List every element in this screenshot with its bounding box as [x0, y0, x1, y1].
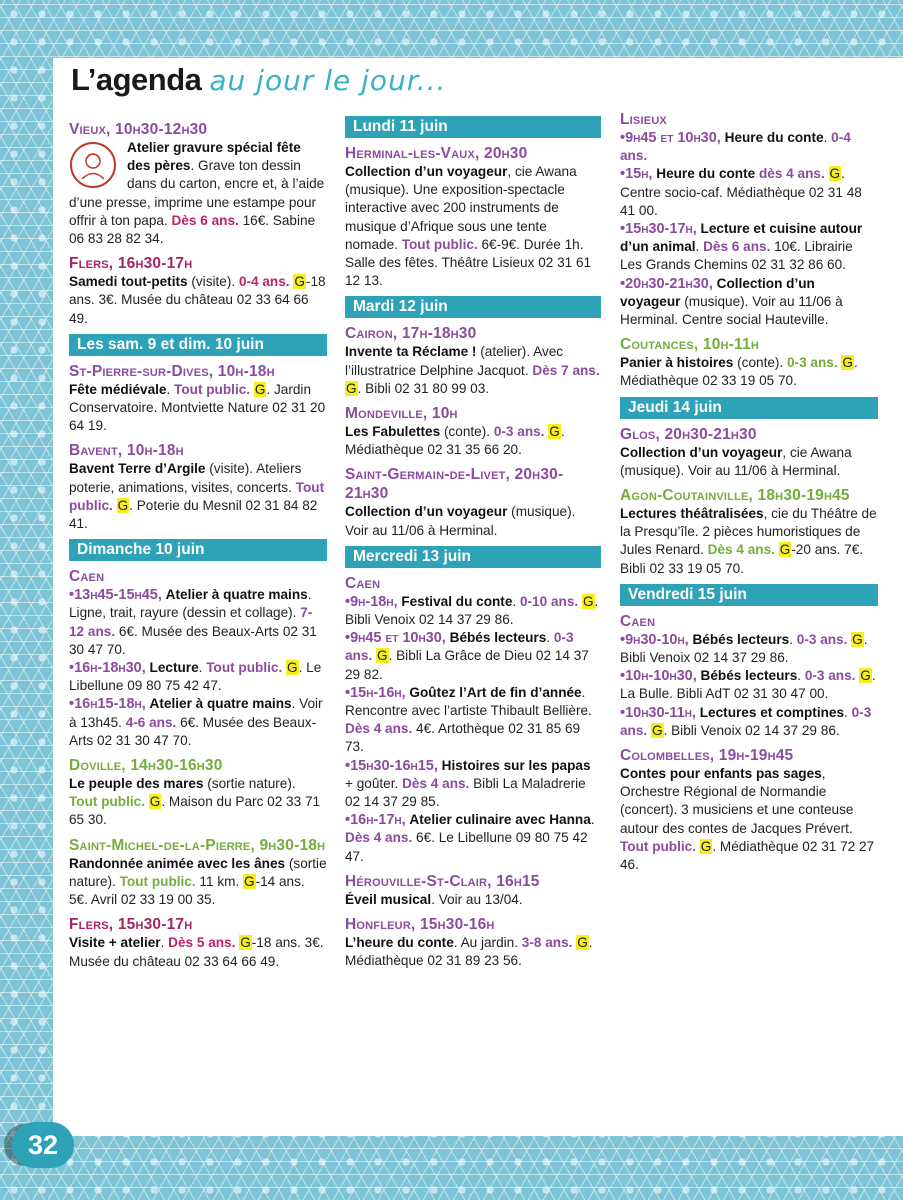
day-header: Mercredi 13 juin	[345, 546, 601, 568]
event-sep: .	[823, 130, 828, 145]
event-place: Saint-Germain-de-Livet, 20h30-21h30	[345, 466, 564, 503]
event-time: •15h,	[620, 166, 653, 183]
event-ages: Dès 7 ans.	[532, 362, 600, 378]
event-coutances	[620, 335, 878, 390]
event-desc: . Au jardin.	[453, 935, 518, 951]
event-ages: Tout public.	[620, 838, 697, 854]
free-badge: G	[852, 631, 863, 647]
event-title: Festival du conte	[401, 593, 513, 609]
event-place: Lisieux	[620, 111, 667, 128]
event-title: Atelier culinaire avec Hanna	[409, 812, 591, 828]
event-desc: . Voir à 13h45.	[69, 696, 323, 730]
event-herouville	[345, 872, 601, 909]
day-header: Les sam. 9 et dim. 10 juin	[69, 334, 327, 356]
event-info: . Centre socio-caf. Médiathèque 02 31 48 41 00.	[620, 166, 862, 218]
event-title: Invente ta Réclame !	[345, 344, 477, 360]
event-place: Coutances, 10h-11h	[620, 336, 759, 354]
event-title: Histoires sur les papas	[441, 757, 591, 773]
event-desc: (conte).	[440, 424, 491, 440]
event-ages: 3-8 ans.	[521, 935, 573, 951]
event-lisieux	[620, 110, 878, 329]
event-place: St-Pierre-sur-Dives, 10h-18h	[69, 362, 275, 380]
event-info: . La Bulle. Bibli AdT 02 31 30 47 00.	[620, 668, 876, 702]
event-place: Agon-Coutainville, 18h30-19h45	[620, 487, 850, 505]
agenda-subtitle: au jour le jour...	[209, 64, 447, 97]
free-badge: G	[117, 497, 129, 513]
event-mondeville	[345, 404, 601, 459]
event-desc: (musique). Voir au 11/06 à Herminal. Centre social Hauteville.	[620, 293, 843, 328]
free-badge: G	[651, 722, 663, 738]
day-header: Mardi 12 juin	[345, 296, 601, 318]
event-title: Collection d’un voyageur	[345, 164, 508, 179]
free-badge: G	[376, 648, 388, 664]
event-info: -20 ans. 7€. Bibli 02 33 19 05 70.	[620, 542, 864, 576]
event-title: Bébés lecteurs	[692, 631, 790, 647]
event-herminal	[345, 144, 601, 290]
free-badge: G	[582, 593, 594, 609]
event-ages: Tout public.	[69, 479, 325, 513]
event-time: •10h-10h30,	[620, 668, 697, 685]
event-time: •15h-16h,	[345, 684, 406, 701]
event-info: 11 km.	[195, 873, 243, 889]
event-time: •16h-17h,	[345, 812, 406, 829]
event-ages: Dès 4 ans.	[707, 542, 775, 558]
day-header: Dimanche 10 juin	[69, 539, 327, 561]
event-ages: Dès 6 ans.	[171, 212, 239, 228]
event-place: Caen	[345, 574, 381, 592]
event-glos	[620, 425, 878, 480]
event-agon	[620, 486, 878, 578]
event-info: . Jardin Conservatoire. Montviette Nature 02 31 20 64 19.	[69, 381, 326, 434]
event-desc: , cie du Théâtre de la Presqu’île. 2 pièces humoristiques de Jules Renard.	[620, 506, 877, 558]
event-title: Samedi tout-petits	[69, 274, 188, 290]
event-time: •10h30-11h,	[620, 704, 696, 721]
event-place: Herminal-les-Vaux, 20h30	[345, 145, 528, 162]
event-time: •9h30-10h,	[620, 631, 689, 648]
event-time: •16h-18h30,	[69, 660, 146, 677]
event-caen-sunday	[69, 567, 327, 750]
event-info: . Bibli 02 31 80 99 03.	[357, 380, 490, 396]
column-2	[345, 120, 601, 977]
event-ages: 0-3 ans.	[345, 630, 574, 664]
event-place: Mondeville, 10h	[345, 405, 458, 423]
agenda-title: L’agenda	[71, 62, 202, 97]
event-desc: . Rencontre avec l’artiste Thibault Bellière.	[345, 684, 592, 719]
agenda-page	[53, 58, 903, 1136]
free-badge: G	[860, 668, 871, 684]
event-desc: , cie Awana (musique). Une exposition-spectacle interactive avec 200 instruments de musique d’Afrique sous une tente nomade.	[345, 164, 577, 252]
event-title: Atelier gravure spécial fête des pères	[127, 140, 301, 174]
event-title: Bavent Terre d’Argile	[69, 461, 206, 477]
event-info: . Maison du Parc 02 33 71 65 30.	[69, 794, 321, 828]
event-place: Caen	[69, 568, 105, 586]
event-info: . Bibli Venoix 02 14 37 29 86.	[663, 722, 840, 738]
event-ages: 0-4 ans.	[620, 130, 851, 164]
event-info: 6€. Le Libellune 09 80 75 42 47.	[345, 830, 588, 864]
event-caen-wednesday	[345, 574, 601, 866]
event-info: 16€. Sabine 06 83 28 82 34.	[69, 212, 316, 247]
event-time: •9h-18h,	[345, 593, 398, 610]
event-ages: 0-3 ans.	[620, 704, 872, 738]
event-sep: .	[797, 668, 802, 684]
event-saint-michel	[69, 836, 327, 910]
event-info: 6€-9€. Durée 1h. Salle des fêtes. Théâtre Lisieux 02 31 61 12 13.	[345, 236, 592, 289]
event-info: 6€. Musée des Beaux-Arts 02 31 30 47 70.	[69, 623, 317, 657]
event-time: •20h30-21h30,	[620, 275, 713, 292]
free-badge: G	[240, 935, 251, 951]
event-desc: . Voir au 13/04.	[431, 891, 523, 907]
free-badge: G	[244, 873, 255, 889]
event-desc: + goûter.	[345, 775, 403, 791]
event-sep: .	[198, 660, 207, 676]
event-flers-2	[69, 915, 327, 970]
event-desc: , Orchestre Régional de Normandie (concert). 3 musiciens et une conteuse autour des contes de Jacques Prévert.	[620, 766, 854, 836]
event-desc: , cie Awana (musique). Voir au 11/06 à Herminal.	[620, 444, 852, 478]
event-info: -18 ans. 3€. Musée du château 02 33 64 66 49.	[69, 274, 326, 326]
event-ages: dès 4 ans.	[758, 166, 825, 182]
event-info: 6€. Musée des Beaux-Arts 02 31 30 47 70.	[69, 714, 317, 748]
event-desc: (visite).	[187, 274, 236, 290]
event-ages: Tout public.	[174, 381, 251, 397]
event-place: Colombelles, 19h-19h45	[620, 747, 794, 765]
event-title: Bébés lecteurs	[449, 630, 547, 646]
event-time: •15h30-16h15,	[345, 757, 438, 774]
event-flers-1	[69, 254, 327, 328]
event-sep: .	[695, 239, 704, 255]
event-desc: .	[160, 935, 165, 951]
event-info: 10€. Librairie Les Grands Chemins 02 31 32 86 60.	[620, 239, 853, 273]
event-ages: 0-3 ans.	[493, 424, 545, 440]
event-ages: Tout public.	[206, 660, 283, 676]
free-badge: G	[577, 935, 588, 951]
event-desc: (conte).	[733, 355, 784, 371]
event-title: Collection d’un voyageur	[620, 275, 815, 309]
event-place: Bavent, 10h-18h	[69, 442, 184, 460]
event-title: Le peuple des mares	[69, 776, 204, 792]
event-desc: . Grave ton dessin dans du carton, encre et, à l’aide d’une presse, imprime une estampe pour offrir à ton papa.	[69, 158, 325, 228]
event-sep: .	[546, 630, 551, 646]
event-ages: Tout public.	[119, 873, 196, 889]
event-sep: .	[844, 704, 852, 720]
event-title: Lectures et comptines	[699, 704, 845, 720]
free-badge: G	[549, 424, 560, 440]
free-badge: G	[294, 274, 305, 290]
event-bavent	[69, 441, 327, 533]
event-place: Glos, 20h30-21h30	[620, 425, 757, 443]
column-3	[620, 110, 878, 880]
event-place: Caen	[620, 612, 656, 630]
event-title: Les Fabulettes	[345, 424, 441, 440]
event-title: Atelier à quatre mains	[149, 696, 292, 712]
free-badge: G	[829, 166, 841, 182]
page-number: 32	[12, 1122, 74, 1168]
event-time: •15h30-17h,	[620, 221, 697, 238]
event-ages: Dès 6 ans.	[703, 239, 771, 255]
event-info: . Médiathèque 02 31 89 23 56.	[345, 935, 593, 969]
event-vieux	[69, 120, 327, 248]
event-info: 4€. Artothèque 02 31 85 69 73.	[345, 721, 581, 755]
event-sep: .	[789, 631, 793, 647]
event-title: Collection d’un voyageur	[620, 444, 783, 460]
event-info: . Médiathèque 02 33 19 05 70.	[620, 355, 858, 389]
free-badge: G	[287, 660, 298, 676]
event-title: Éveil musical	[345, 891, 432, 907]
event-title: Panier à histoires	[620, 355, 734, 371]
free-badge: G	[254, 381, 266, 397]
event-ages: 0-3 ans.	[787, 355, 838, 371]
event-ages: Dès 4 ans.	[345, 721, 413, 737]
event-place: Hérouville-St-Clair, 16h15	[345, 872, 540, 890]
event-title: Lecture	[149, 660, 199, 676]
event-place: Cairon, 17h-18h30	[345, 325, 477, 343]
event-ages: Dès 4 ans.	[345, 830, 413, 846]
event-info: . Bibli La Grâce de Dieu 02 14 37 29 82.	[345, 648, 589, 682]
event-desc: (musique). Voir au 11/06 à Herminal.	[345, 504, 576, 538]
event-title: Goûtez l’Art de fin d’année	[409, 684, 582, 700]
event-desc: .	[590, 812, 595, 828]
event-ages: 7-12 ans.	[69, 605, 313, 639]
event-doville	[69, 756, 327, 830]
event-title: Visite + atelier	[69, 935, 161, 951]
event-cairon	[345, 324, 601, 398]
event-time: •13h45-15h45,	[69, 587, 162, 604]
event-place: Flers, 16h30-17h	[69, 255, 193, 273]
day-header: Lundi 11 juin	[345, 116, 601, 138]
event-ages: Tout public.	[401, 236, 478, 252]
day-header: Vendredi 15 juin	[620, 584, 878, 606]
event-sep: .	[512, 593, 517, 609]
event-title: Collection d’un voyageur	[345, 504, 508, 520]
event-ages: 0-4 ans.	[238, 274, 290, 290]
free-badge: G	[842, 355, 853, 371]
event-caen-friday	[620, 612, 878, 740]
event-desc: (visite). Ateliers poterie, animations, visites, concerts.	[69, 461, 302, 495]
event-honfleur	[345, 915, 601, 970]
event-place: Doville, 14h30-16h30	[69, 757, 223, 775]
event-ages: Dès 5 ans.	[168, 935, 236, 951]
event-desc: (sortie nature).	[203, 776, 296, 792]
event-time: •9h45 et 10h30,	[620, 130, 721, 146]
free-badge: G	[149, 794, 161, 810]
event-place: Honfleur, 15h30-16h	[345, 916, 495, 934]
event-desc: . Ligne, trait, rayure (dessin et collage).	[69, 587, 312, 621]
free-badge: G	[700, 838, 712, 854]
event-place: Saint-Michel-de-la-Pierre, 9h30-18h	[69, 836, 326, 854]
event-place: Vieux, 10h30-12h30	[69, 121, 208, 138]
event-ages: 4-6 ans.	[125, 714, 177, 730]
event-title: L’heure du conte	[345, 935, 454, 951]
event-desc: .	[166, 381, 171, 397]
free-badge: G	[346, 380, 357, 396]
event-ages: Dès 4 ans.	[402, 775, 470, 791]
event-ages: Tout public.	[69, 794, 146, 810]
event-ages: 0-3 ans.	[796, 631, 848, 647]
column-1	[69, 120, 327, 977]
day-header: Jeudi 14 juin	[620, 397, 878, 419]
event-info: . Bibli Venoix 02 14 37 29 86.	[345, 593, 599, 628]
event-desc: (atelier). Avec l’illustratrice Delphine Jacquot.	[345, 344, 564, 378]
event-time: •16h15-18h,	[69, 696, 146, 713]
event-title: Heure du conte	[724, 130, 824, 145]
event-time: •9h45 et 10h30,	[345, 630, 446, 647]
workshop-logo-icon	[69, 141, 119, 191]
event-info: . Le Libellune 09 80 75 42 47.	[69, 660, 322, 694]
event-colombelles	[620, 746, 878, 874]
event-title: Contes pour enfants pas sages	[620, 766, 822, 782]
event-place: Flers, 15h30-17h	[69, 916, 193, 934]
event-info: . Médiathèque 02 31 72 27 46.	[620, 838, 875, 873]
event-title: Fête médiévale	[69, 381, 167, 397]
event-info: . Poterie du Mesnil 02 31 84 82 41.	[69, 497, 318, 532]
free-badge: G	[779, 542, 791, 558]
event-info: -14 ans. 5€. Avril 02 33 19 00 35.	[69, 873, 305, 908]
event-saint-germain	[345, 465, 601, 539]
event-title: Heure du conte	[656, 166, 756, 182]
event-desc: (sortie nature).	[69, 855, 327, 889]
event-title: Bébés lecteurs	[700, 668, 798, 684]
agenda-header	[71, 62, 771, 108]
event-info: . Bibli Venoix 02 14 37 29 86.	[620, 631, 868, 666]
event-ages: 0-3 ans.	[804, 668, 856, 684]
event-title: Atelier à quatre mains	[165, 587, 308, 603]
event-ages: 0-10 ans.	[519, 593, 579, 609]
event-info: Bibli La Maladrerie 02 14 37 29 85.	[345, 775, 586, 810]
event-info: -18 ans. 3€. Musée du château 02 33 64 66 49.	[69, 935, 324, 969]
event-info: . Médiathèque 02 31 35 66 20.	[345, 424, 565, 458]
event-st-pierre	[69, 362, 327, 436]
event-title: Lecture et cuisine autour d’un animal	[620, 221, 863, 255]
event-title: Randonnée animée avec les ânes	[69, 855, 286, 871]
event-title: Lectures théâtralisées	[620, 506, 764, 522]
